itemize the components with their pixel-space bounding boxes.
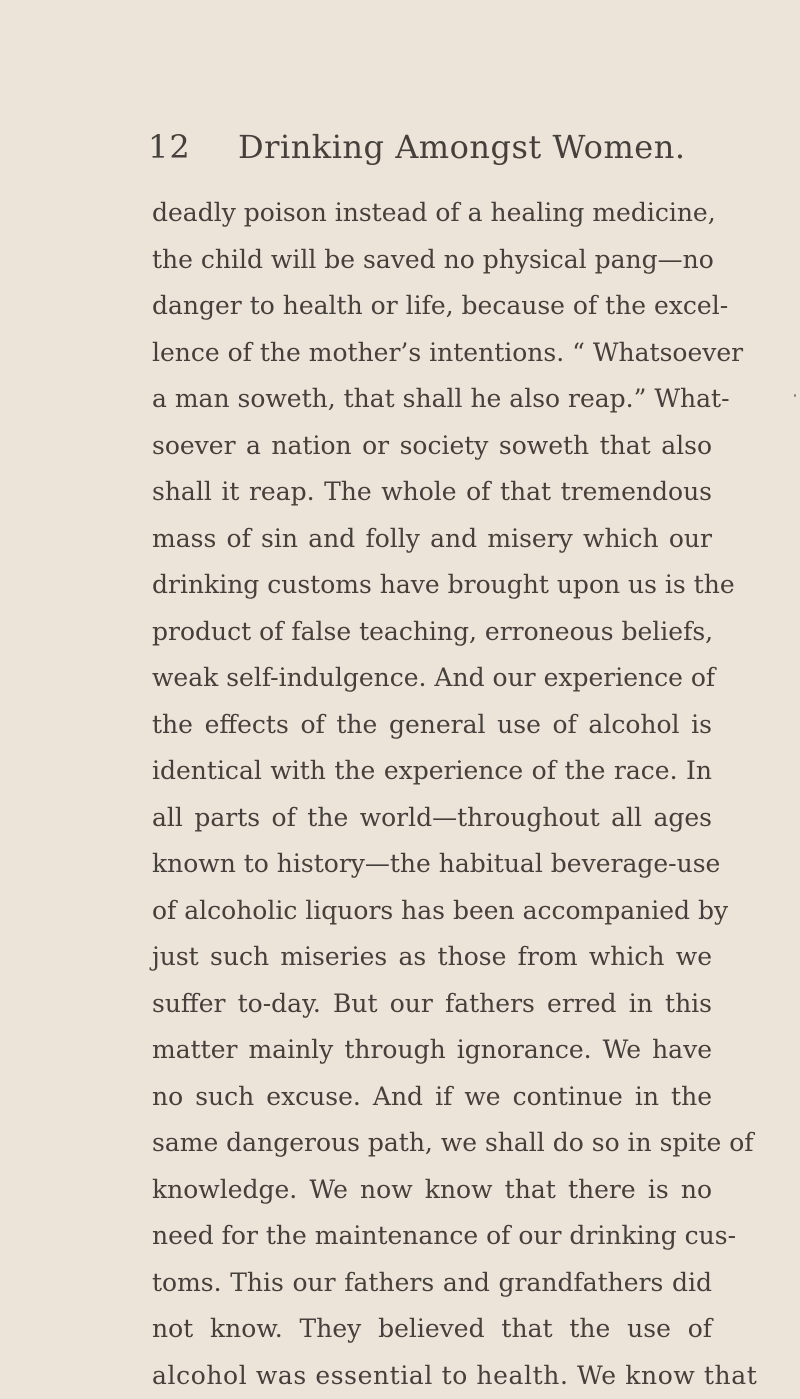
text-line: of alcoholic liquors has been accompanied by — [152, 888, 712, 935]
text-line: product of false teaching, erroneous beliefs, — [152, 609, 712, 656]
text-line: toms. This our fathers and grandfathers did — [152, 1260, 712, 1307]
text-line: the effects of the general use of alcohol is — [152, 702, 712, 749]
text-line: alcohol was essential to health. We know that — [152, 1353, 712, 1399]
text-line: not know. They believed that the use of — [152, 1306, 712, 1353]
running-title: Drinking Amongst Women. — [238, 128, 686, 166]
text-line: matter mainly through ignorance. We have — [152, 1027, 712, 1074]
text-line: identical with the experience of the race. In — [152, 748, 712, 795]
page-number: 12 — [148, 128, 191, 166]
text-line: lence of the mother’s intentions. “ Whatsoever — [152, 330, 712, 377]
text-line: soever a nation or society soweth that also — [152, 423, 712, 470]
text-line: no such excuse. And if we continue in the — [152, 1074, 712, 1121]
text-line: weak self-indulgence. And our experience of — [152, 655, 712, 702]
text-line: drinking customs have brought upon us is the — [152, 562, 712, 609]
text-line: all parts of the world—throughout all ages — [152, 795, 712, 842]
text-line: suffer to-day. But our fathers erred in this — [152, 981, 712, 1028]
text-line: a man soweth, that shall he also reap.” What- — [152, 376, 712, 423]
text-line: need for the maintenance of our drinking cus- — [152, 1213, 712, 1260]
text-line: danger to health or life, because of the excel- — [152, 283, 712, 330]
text-line: mass of sin and folly and misery which our — [152, 516, 712, 563]
body-text — [152, 190, 712, 1399]
text-line: the child will be saved no physical pang—no — [152, 237, 712, 284]
text-line: just such miseries as those from which we — [152, 934, 712, 981]
margin-speck — [794, 394, 796, 397]
text-line: deadly poison instead of a healing medicine, — [152, 190, 712, 237]
text-line: same dangerous path, we shall do so in spite of — [152, 1120, 712, 1167]
running-header — [152, 128, 712, 178]
text-line: known to history—the habitual beverage-use — [152, 841, 712, 888]
text-line: shall it reap. The whole of that tremendous — [152, 469, 712, 516]
text-line: knowledge. We now know that there is no — [152, 1167, 712, 1214]
